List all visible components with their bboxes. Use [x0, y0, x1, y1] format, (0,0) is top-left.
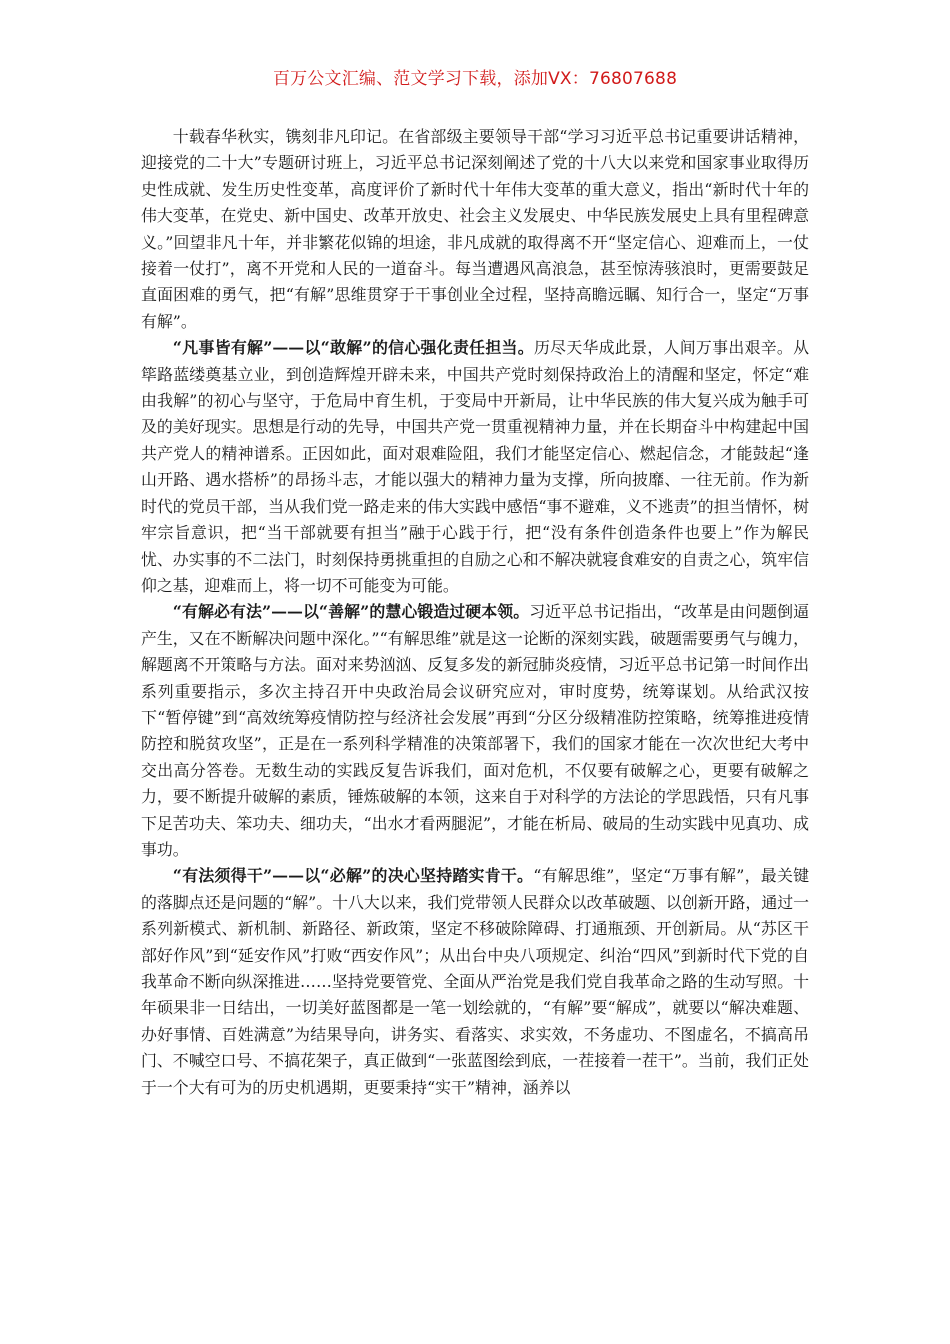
paragraph-intro — [141, 124, 809, 335]
paragraph-lead-heading: “凡事皆有解”——以“敢解”的信心强化责任担当。 — [172, 338, 534, 358]
paragraph-text: 习近平总书记指出，“改革是由问题倒逼产生，又在不断解决问题中深化。”“有解思维”就是这一论断的深刻实践，破题需要勇气与魄力，解题离不开策略与方法。面对来势汹汹、反复多发的新冠肺炎疫情，习近平总书记第一时间作出系列重要指示，多次主持召开中央政治局会议研究应对，审时度势，统筹谋划。从给武汉按下“暂停键”到“高效统筹疫情防控与经济社会发展”再到“分区分级精准防控策略，统筹推进疫情防控和脱贫攻坚”，正是在一系列科学精准的决策部署下，我们的国家才能在一次次世纪大考中交出高分答卷。无数生动的实践反复告诉我们，面对危机，不仅要有破解之心，更要有破解之力，要不断提升破解的素质，锤炼破解的本领，这来自于对科学的方法论的学思践悟，只有凡事下足苦功夫、笨功夫、细功夫，“出水才看两腿泥”，才能在析局、破局的生动实践中见真功、成事功。 — [141, 602, 810, 859]
paragraph-dare-to-solve — [141, 335, 809, 599]
paragraph-text: 历尽天华成此景，人间万事出艰辛。从筚路蓝缕奠基立业，到创造辉煌开辟未来，中国共产党时刻保持政治上的清醒和坚定，怀定“难由我解”的初心与坚守，于危局中育生机，于变局中开新局，让中华民族的伟大复兴成为触手可及的美好现实。思想是行动的先导，中国共产党一贯重视精神力量，并在长期奋斗中构建起中国共产党人的精神谱系。正因如此，面对艰难险阻，我们才能坚定信心、燃起信念，才能鼓起“逢山开路、遇水搭桥”的昂扬斗志，才能以强大的精神力量为支撑，所向披靡、一往无前。作为新时代的党员干部，当从我们党一路走来的伟大实践中感悟“事不避难，义不逃责”的担当情怀，树牢宗旨意识，把“当干部就要有担当”融于心践于行，把“没有条件创造条件也要上”作为解民忧、办实事的不二法门，时刻保持勇挑重担的自励之心和不解决就寝食难安的自责之心，筑牢信仰之基，迎难而上，将一切不可能变为可能。 — [141, 338, 809, 595]
paragraph-good-at-solving — [141, 599, 809, 863]
paragraph-text: “有解思维”，坚定“万事有解”，最关键的落脚点还是问题的“解”。十八大以来，我们党带领人民群众以改革破题、以创新开路，通过一系列新模式、新机制、新路径、新政策，坚定不移破除障碍、打通瓶颈、开创新局。从“苏区干部好作风”到“延安作风”打败“西安作风”；从出台中央八项规定、纠治“四风”到新时代下党的自我革命不断向纵深推进……坚持党要管党、全面从严治党是我们党自我革命之路的生动写照。十年硕果非一日结出，一切美好蓝图都是一笔一划绘就的，“有解”要“解成”，就要以“解决难题、办好事情、百姓满意”为结果导向，讲务实、看落实、求实效，不务虚功、不图虚名，不搞高吊门、不喊空口号、不搞花架子，真正做到“一张蓝图绘到底，一茬接着一茬干”。当前，我们正处于一个大有可为的历史机遇期，更要秉持“实干”精神，涵养以 — [141, 866, 809, 1097]
header-promo-text: 百万公文汇编、范文学习下载，添加VX：76807688 — [272, 69, 678, 89]
paragraph-must-solve — [141, 863, 809, 1101]
article-body — [141, 124, 809, 1101]
paragraph-text: 十载春华秋实，镌刻非凡印记。在省部级主要领导干部“学习习近平总书记重要讲话精神，迎接党的二十大”专题研讨班上，习近平总书记深刻阐述了党的十八大以来党和国家事业取得历史性成就、发生历史性变革，高度评价了新时代十年伟大变革的重大意义，指出“新时代十年的伟大变革，在党史、新中国史、改革开放史、社会主义发展史、中华民族发展史上具有里程碑意义。”回望非凡十年，并非繁花似锦的坦途，非凡成就的取得离不开“坚定信心、迎难而上，一仗接着一仗打”，离不开党和人民的一道奋斗。每当遭遇风高浪急，甚至惊涛骇浪时，更需要鼓足直面困难的勇气，把“有解”思维贯穿于干事创业全过程，坚持高瞻远瞩、知行合一，坚定“万事有解”。 — [141, 127, 809, 331]
paragraph-lead-heading: “有解必有法”——以“善解”的慧心锻造过硬本领。 — [172, 602, 530, 622]
paragraph-lead-heading: “有法须得干”——以“必解”的决心坚持踏实肯干。 — [172, 866, 534, 886]
